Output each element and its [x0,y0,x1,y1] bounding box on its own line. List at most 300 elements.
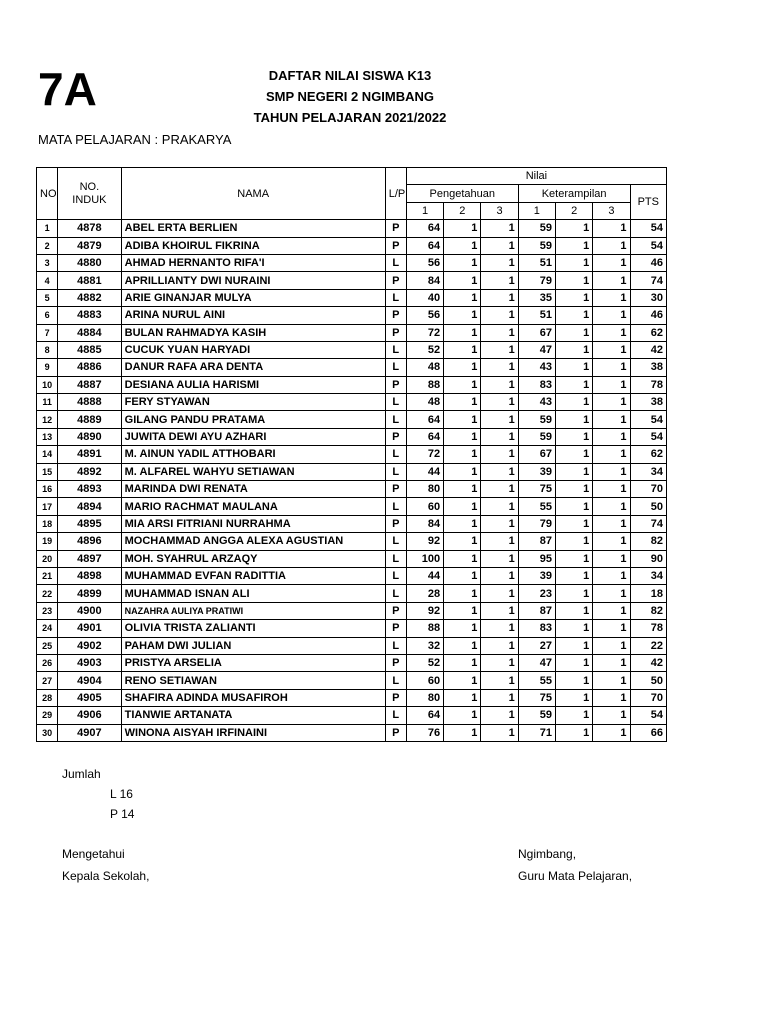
row-p1: 56 [406,307,443,324]
row-lp: P [385,428,406,445]
row-k2: 1 [555,620,592,637]
row-lp: L [385,411,406,428]
row-no: 27 [37,672,58,689]
row-p1: 72 [406,324,443,341]
row-k1: 83 [518,376,555,393]
row-p3: 1 [481,289,518,306]
row-k2: 1 [555,394,592,411]
row-p3: 1 [481,220,518,237]
class-label: 7A [38,63,97,115]
row-p1: 64 [406,428,443,445]
row-k3: 1 [593,515,630,532]
row-p1: 100 [406,550,443,567]
table-row [37,446,667,463]
row-pts: 82 [630,533,666,550]
row-lp: P [385,272,406,289]
subject-line: MATA PELAJARAN : PRAKARYA [38,132,232,147]
row-no: 12 [37,411,58,428]
row-p1: 28 [406,585,443,602]
row-p3: 1 [481,602,518,619]
row-no: 14 [37,446,58,463]
row-pts: 50 [630,672,666,689]
row-no-induk: 4879 [58,237,121,254]
row-pts: 70 [630,689,666,706]
row-k1: 47 [518,654,555,671]
row-pts: 18 [630,585,666,602]
summary-l-count: L 16 [110,787,133,801]
row-nama: ADIBA KHOIRUL FIKRINA [121,237,385,254]
row-lp: L [385,567,406,584]
row-lp: P [385,515,406,532]
row-no: 25 [37,637,58,654]
row-p3: 1 [481,550,518,567]
header-no-induk-label: NO. INDUK [72,180,107,206]
row-p3: 1 [481,359,518,376]
row-lp: P [385,376,406,393]
row-k2: 1 [555,359,592,376]
row-p1: 80 [406,689,443,706]
row-p3: 1 [481,620,518,637]
row-no: 1 [37,220,58,237]
row-pts: 22 [630,637,666,654]
row-k1: 95 [518,550,555,567]
row-no-induk: 4898 [58,567,121,584]
row-no: 22 [37,585,58,602]
row-pts: 30 [630,289,666,306]
row-k3: 1 [593,307,630,324]
row-p2: 1 [444,359,481,376]
row-k1: 55 [518,672,555,689]
row-k3: 1 [593,463,630,480]
row-lp: P [385,654,406,671]
row-pts: 50 [630,498,666,515]
row-no: 11 [37,394,58,411]
row-k3: 1 [593,672,630,689]
row-k1: 51 [518,307,555,324]
table-row [37,533,667,550]
table-row [37,428,667,445]
header-nama: NAMA [121,168,385,220]
row-p3: 1 [481,341,518,358]
row-no: 18 [37,515,58,532]
row-lp: P [385,689,406,706]
row-no-induk: 4878 [58,220,121,237]
row-no: 2 [37,237,58,254]
row-nama: RENO SETIAWAN [121,672,385,689]
row-k2: 1 [555,463,592,480]
row-p2: 1 [444,637,481,654]
table-row [37,515,667,532]
row-k3: 1 [593,394,630,411]
academic-year: TAHUN PELAJARAN 2021/2022 [253,110,447,125]
row-p3: 1 [481,654,518,671]
table-row [37,341,667,358]
row-lp: P [385,620,406,637]
row-no: 19 [37,533,58,550]
row-k2: 1 [555,637,592,654]
row-nama: MOCHAMMAD ANGGA ALEXA AGUSTIAN [121,533,385,550]
row-no-induk: 4900 [58,602,121,619]
row-no-induk: 4902 [58,637,121,654]
row-no: 24 [37,620,58,637]
row-p2: 1 [444,689,481,706]
row-p1: 56 [406,254,443,271]
row-p2: 1 [444,654,481,671]
row-nama: CUCUK YUAN HARYADI [121,341,385,358]
row-lp: P [385,324,406,341]
header-pengetahuan: Pengetahuan [406,185,518,202]
row-p2: 1 [444,463,481,480]
table-header [37,168,667,220]
row-no-induk: 4897 [58,550,121,567]
row-lp: P [385,220,406,237]
row-nama: TIANWIE ARTANATA [121,707,385,724]
table-row [37,707,667,724]
table-row [37,411,667,428]
row-no-induk: 4880 [58,254,121,271]
row-no-induk: 4883 [58,307,121,324]
row-k2: 1 [555,411,592,428]
row-p3: 1 [481,254,518,271]
row-no: 10 [37,376,58,393]
row-k1: 51 [518,254,555,271]
row-k3: 1 [593,359,630,376]
row-p2: 1 [444,394,481,411]
table-body [37,220,667,742]
row-p1: 48 [406,359,443,376]
row-p1: 76 [406,724,443,741]
row-no: 20 [37,550,58,567]
row-k3: 1 [593,324,630,341]
row-p3: 1 [481,394,518,411]
header-p3: 3 [481,202,518,219]
row-p3: 1 [481,411,518,428]
row-p1: 44 [406,567,443,584]
row-k1: 43 [518,394,555,411]
row-lp: L [385,359,406,376]
table-row [37,237,667,254]
row-p1: 80 [406,481,443,498]
table-row [37,359,667,376]
table-row [37,654,667,671]
row-nama: MARIO RACHMAT MAULANA [121,498,385,515]
row-p2: 1 [444,376,481,393]
row-no: 29 [37,707,58,724]
row-no: 7 [37,324,58,341]
signature-left-line2: Kepala Sekolah, [62,869,150,883]
row-pts: 54 [630,411,666,428]
row-k3: 1 [593,533,630,550]
row-k1: 87 [518,602,555,619]
row-k2: 1 [555,672,592,689]
row-k3: 1 [593,498,630,515]
row-k1: 55 [518,498,555,515]
row-k2: 1 [555,307,592,324]
row-no: 28 [37,689,58,706]
row-no-induk: 4894 [58,498,121,515]
row-lp: P [385,307,406,324]
row-k3: 1 [593,254,630,271]
row-k3: 1 [593,724,630,741]
row-p1: 88 [406,376,443,393]
row-no: 16 [37,481,58,498]
document-title: DAFTAR NILAI SISWA K13 [268,68,432,83]
header-lp: L/P [385,168,406,220]
row-k1: 43 [518,359,555,376]
row-p2: 1 [444,533,481,550]
signature-right-line2: Guru Mata Pelajaran, [518,869,633,883]
row-p3: 1 [481,689,518,706]
row-no: 15 [37,463,58,480]
table-row [37,272,667,289]
row-k2: 1 [555,481,592,498]
row-nama: JUWITA DEWI AYU AZHARI [121,428,385,445]
row-no-induk: 4906 [58,707,121,724]
row-nama: ABEL ERTA BERLIEN [121,220,385,237]
row-p3: 1 [481,376,518,393]
row-lp: L [385,254,406,271]
row-p2: 1 [444,411,481,428]
table-row [37,637,667,654]
row-p3: 1 [481,498,518,515]
row-pts: 74 [630,515,666,532]
row-no-induk: 4904 [58,672,121,689]
header-pts: PTS [630,185,666,220]
row-no-induk: 4886 [58,359,121,376]
row-p1: 72 [406,446,443,463]
row-nama: MUHAMMAD EVFAN RADITTIA [121,567,385,584]
row-pts: 34 [630,463,666,480]
row-no-induk: 4885 [58,341,121,358]
row-nama: APRILLIANTY DWI NURAINI [121,272,385,289]
row-k2: 1 [555,689,592,706]
row-no-induk: 4892 [58,463,121,480]
row-k2: 1 [555,515,592,532]
row-nama: NAZAHRA AULIYA PRATIWI [121,602,385,619]
row-k2: 1 [555,654,592,671]
table-row [37,376,667,393]
row-no-induk: 4905 [58,689,121,706]
row-nama: MARINDA DWI RENATA [121,481,385,498]
row-p2: 1 [444,324,481,341]
row-pts: 62 [630,446,666,463]
row-p3: 1 [481,672,518,689]
row-no-induk: 4903 [58,654,121,671]
row-no: 13 [37,428,58,445]
row-p1: 32 [406,637,443,654]
row-p2: 1 [444,567,481,584]
row-k2: 1 [555,376,592,393]
row-k3: 1 [593,637,630,654]
row-p2: 1 [444,237,481,254]
row-k2: 1 [555,724,592,741]
row-k3: 1 [593,446,630,463]
row-k2: 1 [555,567,592,584]
row-k3: 1 [593,289,630,306]
row-p1: 92 [406,602,443,619]
row-p3: 1 [481,567,518,584]
row-lp: L [385,672,406,689]
table-row [37,289,667,306]
row-p1: 52 [406,654,443,671]
row-no: 17 [37,498,58,515]
row-k1: 59 [518,707,555,724]
summary-jumlah-label: Jumlah [62,767,101,781]
row-no-induk: 4907 [58,724,121,741]
row-lp: L [385,446,406,463]
row-no-induk: 4890 [58,428,121,445]
row-pts: 46 [630,254,666,271]
table-row [37,689,667,706]
row-p2: 1 [444,289,481,306]
row-pts: 78 [630,620,666,637]
header-keterampilan: Keterampilan [518,185,630,202]
row-p3: 1 [481,463,518,480]
row-nama: MOH. SYAHRUL ARZAQY [121,550,385,567]
row-k3: 1 [593,550,630,567]
row-k2: 1 [555,533,592,550]
table-row [37,602,667,619]
row-pts: 74 [630,272,666,289]
row-p1: 48 [406,394,443,411]
table-row [37,620,667,637]
row-p3: 1 [481,707,518,724]
row-p1: 60 [406,672,443,689]
row-p3: 1 [481,585,518,602]
row-k1: 79 [518,272,555,289]
row-p3: 1 [481,307,518,324]
row-nama: M. ALFAREL WAHYU SETIAWAN [121,463,385,480]
row-p1: 64 [406,707,443,724]
row-p1: 84 [406,515,443,532]
row-lp: P [385,481,406,498]
row-k1: 39 [518,463,555,480]
row-k1: 27 [518,637,555,654]
row-k2: 1 [555,428,592,445]
row-k3: 1 [593,481,630,498]
row-p1: 92 [406,533,443,550]
row-p2: 1 [444,620,481,637]
row-k2: 1 [555,324,592,341]
row-lp: L [385,341,406,358]
header-k3: 3 [593,202,630,219]
row-k2: 1 [555,254,592,271]
row-no-induk: 4889 [58,411,121,428]
table-row [37,220,667,237]
row-no-induk: 4893 [58,481,121,498]
row-k2: 1 [555,237,592,254]
row-pts: 54 [630,220,666,237]
row-nama: SHAFIRA ADINDA MUSAFIROH [121,689,385,706]
row-k2: 1 [555,446,592,463]
row-k1: 71 [518,724,555,741]
row-k1: 59 [518,428,555,445]
row-p3: 1 [481,637,518,654]
row-k3: 1 [593,341,630,358]
table-row [37,567,667,584]
row-p3: 1 [481,481,518,498]
row-nama: WINONA AISYAH IRFINAINI [121,724,385,741]
row-nama: ARINA NURUL AINI [121,307,385,324]
row-p2: 1 [444,515,481,532]
row-pts: 34 [630,567,666,584]
row-p3: 1 [481,724,518,741]
row-p2: 1 [444,724,481,741]
row-lp: P [385,237,406,254]
row-no: 3 [37,254,58,271]
row-p2: 1 [444,672,481,689]
row-k3: 1 [593,428,630,445]
table-row [37,672,667,689]
row-k1: 59 [518,237,555,254]
row-lp: L [385,533,406,550]
row-nama: MUHAMMAD ISNAN ALI [121,585,385,602]
signature-left-line1: Mengetahui [62,847,125,861]
row-k2: 1 [555,341,592,358]
row-no: 21 [37,567,58,584]
row-lp: L [385,585,406,602]
table-row [37,463,667,480]
row-no: 6 [37,307,58,324]
row-nama: M. AINUN YADIL ATTHOBARI [121,446,385,463]
row-pts: 54 [630,237,666,254]
row-p3: 1 [481,446,518,463]
row-k3: 1 [593,376,630,393]
row-no: 4 [37,272,58,289]
row-pts: 78 [630,376,666,393]
row-pts: 62 [630,324,666,341]
row-k1: 59 [518,220,555,237]
row-nama: OLIVIA TRISTA ZALIANTI [121,620,385,637]
row-p1: 40 [406,289,443,306]
table-row [37,324,667,341]
row-nama: GILANG PANDU PRATAMA [121,411,385,428]
row-nama: DANUR RAFA ARA DENTA [121,359,385,376]
row-no-induk: 4899 [58,585,121,602]
row-pts: 70 [630,481,666,498]
row-pts: 54 [630,428,666,445]
row-k2: 1 [555,585,592,602]
row-k3: 1 [593,585,630,602]
row-p3: 1 [481,428,518,445]
header-k2: 2 [555,202,592,219]
row-lp: L [385,289,406,306]
row-lp: L [385,463,406,480]
row-no-induk: 4884 [58,324,121,341]
row-k2: 1 [555,272,592,289]
row-k2: 1 [555,220,592,237]
header-p2: 2 [444,202,481,219]
table-row [37,481,667,498]
row-lp: L [385,498,406,515]
header-k1: 1 [518,202,555,219]
row-k1: 35 [518,289,555,306]
row-k3: 1 [593,237,630,254]
row-k2: 1 [555,550,592,567]
row-no-induk: 4896 [58,533,121,550]
row-p3: 1 [481,272,518,289]
row-pts: 66 [630,724,666,741]
row-no: 9 [37,359,58,376]
row-k1: 67 [518,324,555,341]
row-p2: 1 [444,585,481,602]
row-pts: 54 [630,707,666,724]
summary-p-count: P 14 [110,807,135,821]
row-nama: ARIE GINANJAR MULYA [121,289,385,306]
row-no: 5 [37,289,58,306]
row-p2: 1 [444,272,481,289]
table-row [37,585,667,602]
